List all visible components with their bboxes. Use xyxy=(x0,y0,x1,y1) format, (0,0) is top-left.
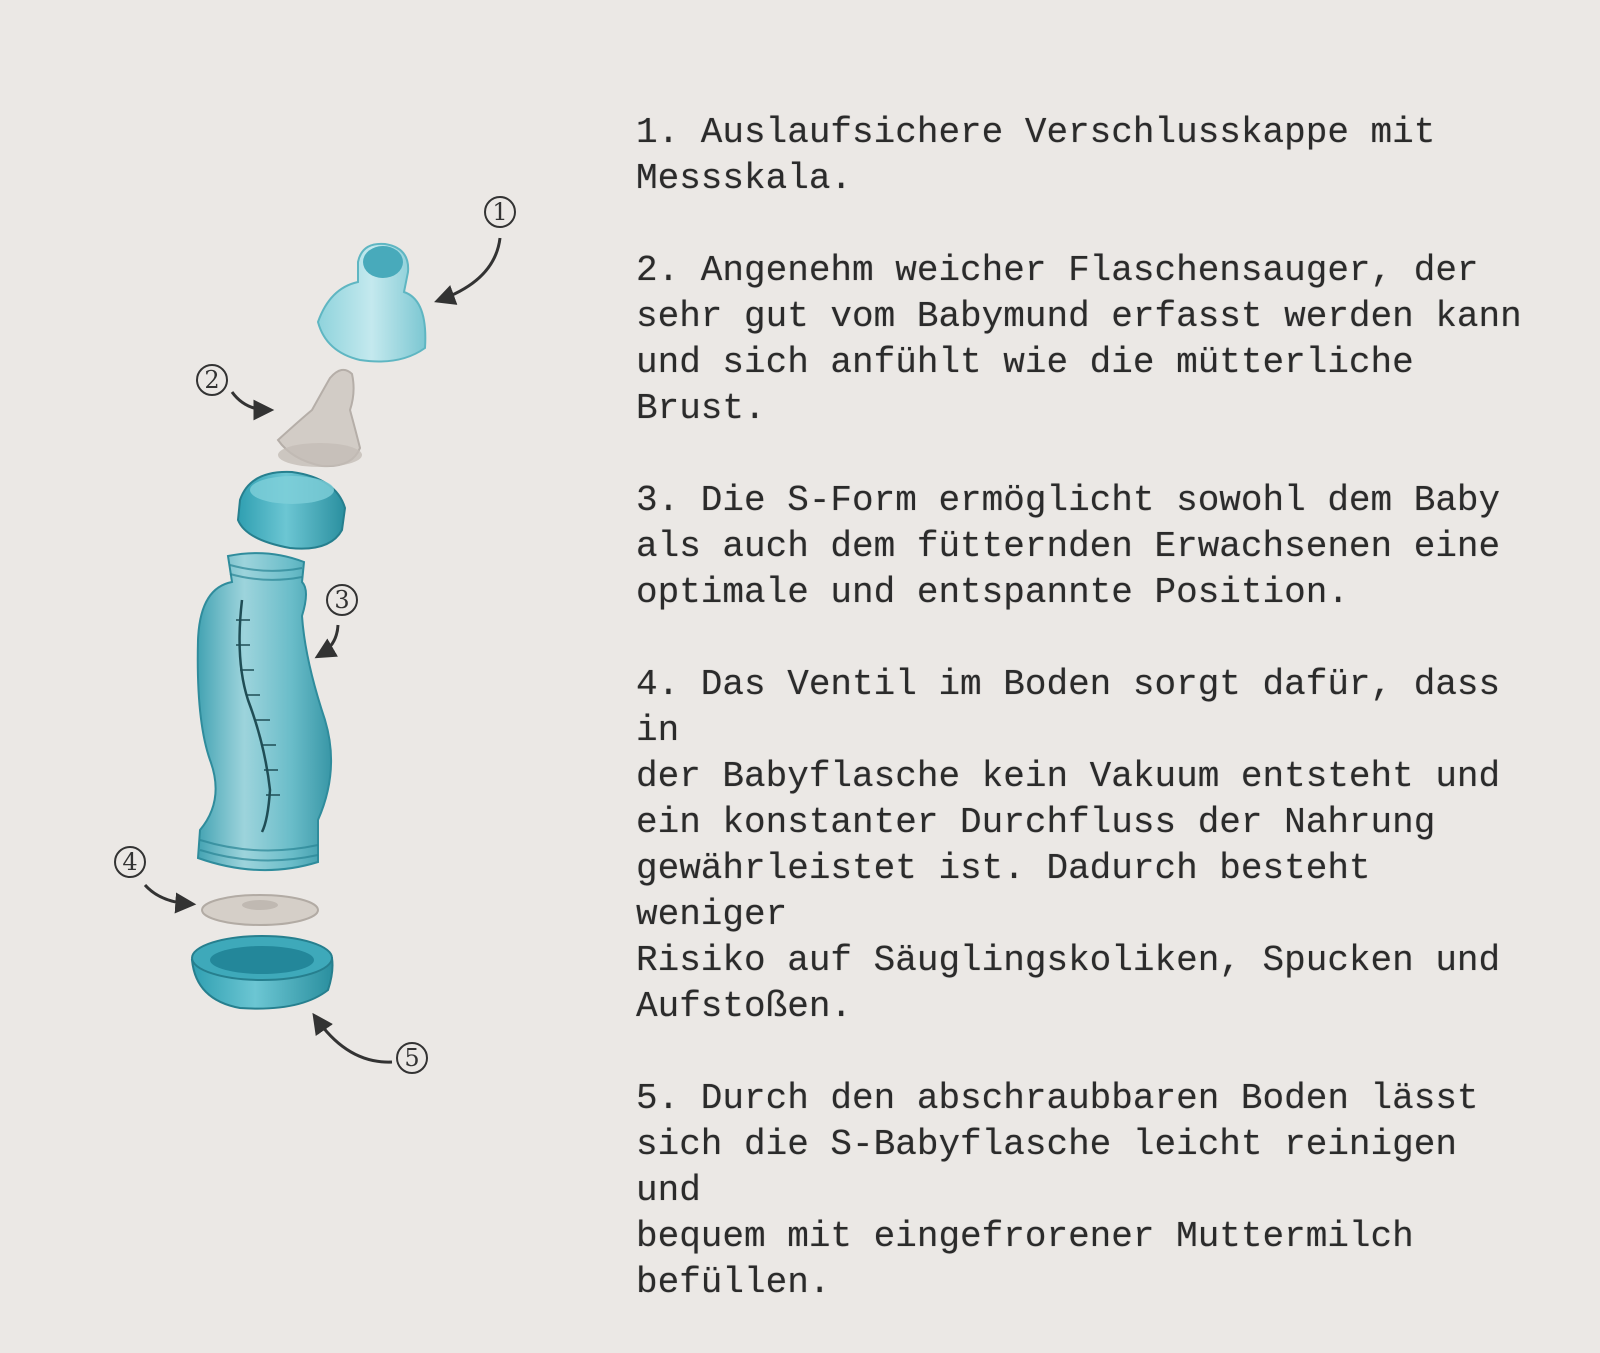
callout-2 xyxy=(197,365,268,410)
callout-1-number: 1 xyxy=(492,198,508,226)
description-1: 1. Auslaufsichere Verschlusskappe mit Messskala. xyxy=(636,112,1436,199)
teat-part xyxy=(278,370,362,467)
callout-3-number: 3 xyxy=(334,586,350,614)
description-3: 3. Die S-Form ermöglicht sowohl dem Baby als auch dem fütternden Erwachsenen eine optimale und entspannte Position. xyxy=(636,480,1501,613)
callout-4-number: 4 xyxy=(122,848,138,876)
cap-part xyxy=(318,244,425,362)
bottle-parts-diagram xyxy=(0,0,600,1353)
description-2: 2. Angenehm weicher Flaschensauger, der sehr gut vom Babymund erfasst werden kann und sich anfühlt wie die mütterliche Brust. xyxy=(636,250,1522,429)
valve-part xyxy=(202,895,318,925)
callout-2-number: 2 xyxy=(204,366,220,394)
bottom-part xyxy=(192,936,333,1009)
feature-descriptions xyxy=(636,110,1536,1352)
callout-5-number: 5 xyxy=(404,1044,420,1072)
screw-ring-part xyxy=(238,472,345,549)
callout-3 xyxy=(320,585,357,655)
description-5: 5. Durch den abschraubbaren Boden lässt sich die S-Babyflasche leicht reinigen und bequem mit eingefrorener Muttermilch befüllen. xyxy=(636,1078,1479,1303)
callout-4 xyxy=(115,847,190,904)
callout-5 xyxy=(316,1018,427,1073)
callout-1 xyxy=(440,197,515,300)
description-4: 4. Das Ventil im Boden sorgt dafür, dass in der Babyflasche kein Vakuum entsteht und ein konstanter Durchfluss der Nahrung gewährleistet ist. Dadurch besteht weniger Risiko auf Säuglingskoliken, Spucken und Aufstoßen. xyxy=(636,664,1501,1027)
s-bottle-part xyxy=(198,553,331,870)
